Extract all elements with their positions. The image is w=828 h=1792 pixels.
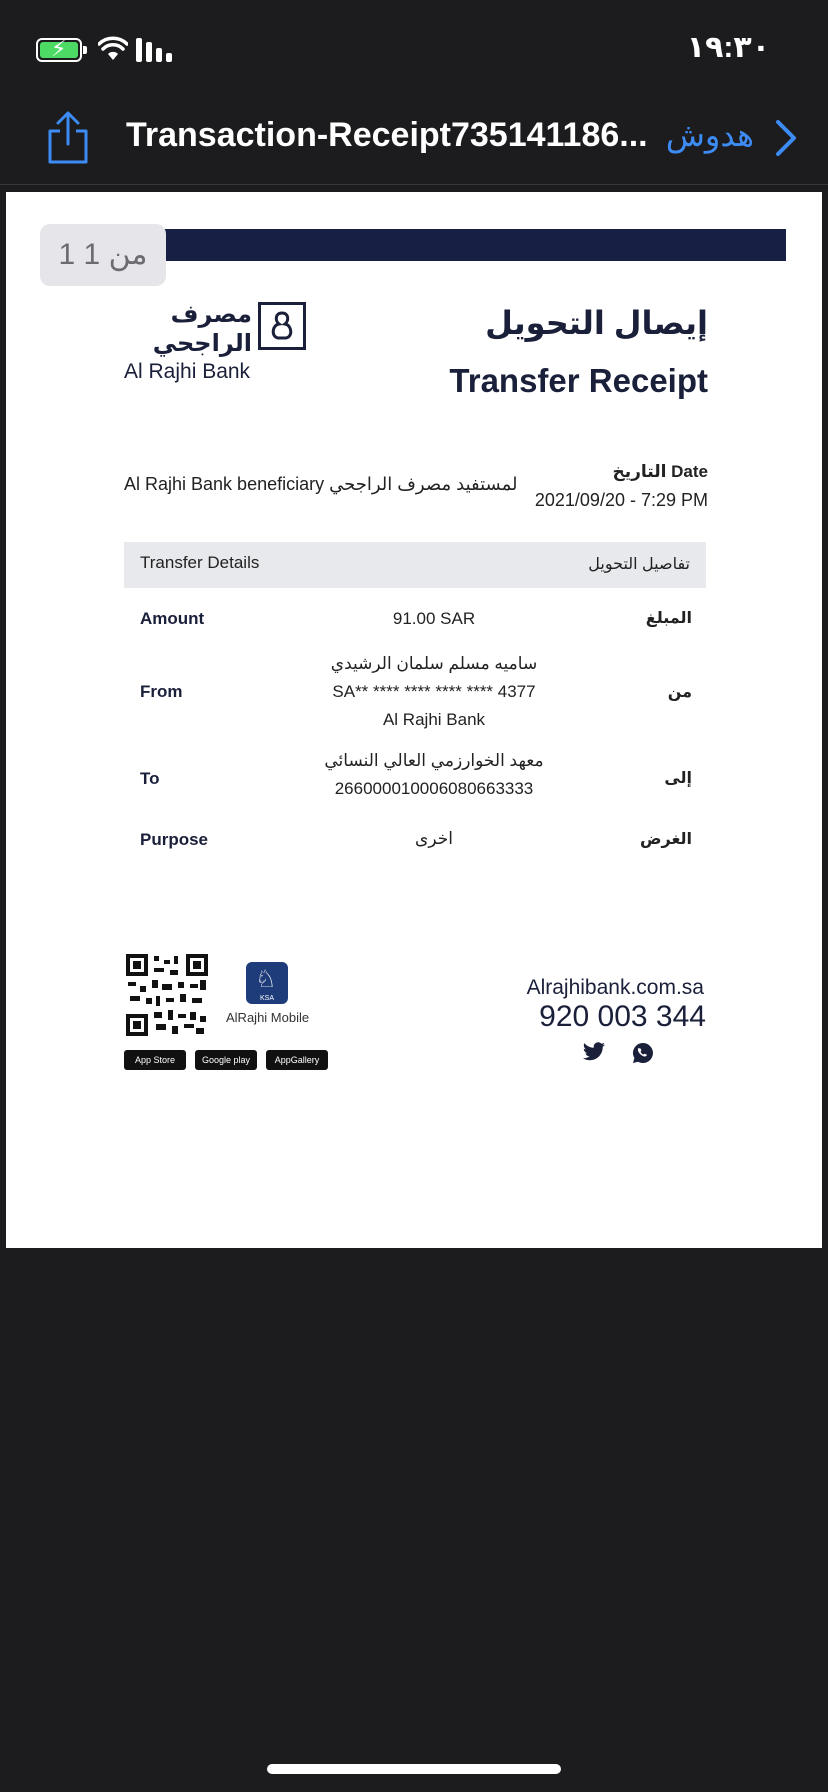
purpose-value: اخرى [415, 829, 453, 848]
done-button[interactable]: هدوش [665, 117, 754, 153]
from-account: SA** **** **** **** **** 4377 [332, 682, 536, 701]
receipt-title-ar: إيصال التحويل [485, 305, 708, 341]
transfer-details-title-ar: تفاصيل التحويل [588, 556, 690, 573]
document-title: Transaction-Receipt735141186... [126, 116, 648, 154]
twitter-icon [582, 1042, 606, 1062]
date-value: 2021/09/20 - 7:29 PM [534, 490, 708, 510]
amount-label: Amount [140, 609, 205, 628]
to-account: 266000010006080663333 [334, 779, 534, 798]
from-value [300, 650, 568, 734]
beneficiary-type: Al Rajhi Bank beneficiary لمستفيد مصرف الراجحي [124, 474, 518, 494]
receipt-title-en: Transfer Receipt [449, 362, 708, 399]
app-store-label: App Store [134, 1055, 176, 1065]
cellular-signal-icon [136, 38, 178, 62]
purpose-label-ar: الغرض [640, 831, 692, 848]
bank-phone: 920 003 344 [539, 1000, 706, 1033]
bank-website: Alrajhibank.com.sa [526, 976, 704, 999]
google-play-badge [195, 1050, 257, 1070]
purpose-label: Purpose [140, 830, 209, 849]
date-label: التاريخ Date [612, 462, 708, 481]
app-store-badge [124, 1050, 186, 1070]
from-bank: Al Rajhi Bank [382, 710, 486, 729]
amount-label-ar: المبلغ [645, 610, 692, 627]
google-play-label: Google play [201, 1055, 251, 1065]
share-icon[interactable] [46, 110, 90, 166]
alrajhi-mobile-app-icon: ♘ KSA [246, 962, 288, 1004]
to-label: To [140, 769, 160, 788]
wifi-icon [98, 36, 128, 62]
chevron-right-icon[interactable] [774, 118, 798, 158]
from-name: ساميه مسلم سلمان الرشيدي [330, 654, 538, 673]
bank-logo [124, 300, 252, 384]
battery-charging-icon: ⚡ [36, 38, 82, 62]
to-value [300, 747, 568, 803]
receipt-header-band [124, 229, 786, 261]
bank-logo-icon [258, 302, 306, 350]
transfer-details-title-en: Transfer Details [140, 553, 260, 572]
home-indicator[interactable] [267, 1764, 561, 1774]
app-name: AlRajhi Mobile [226, 1010, 310, 1025]
qr-code-icon [126, 954, 208, 1036]
bank-name-en: Al Rajhi Bank [124, 360, 251, 383]
from-label: From [140, 682, 183, 701]
to-name: معهد الخوارزمي العالي النسائي [324, 751, 544, 770]
to-label-ar: إلى [664, 770, 692, 787]
from-label-ar: من [667, 684, 692, 701]
page-counter: 1 من 1 [40, 224, 166, 286]
app-badge-label: KSA [259, 995, 274, 1002]
transfer-details-header [124, 542, 706, 588]
app-gallery-badge [266, 1050, 328, 1070]
bank-name-ar: مصرف الراجحي [152, 301, 252, 357]
app-gallery-label: AppGallery [274, 1055, 320, 1065]
whatsapp-icon [632, 1042, 654, 1064]
nav-bar [0, 92, 828, 185]
status-time: ١٩:٣٠ [686, 31, 770, 64]
amount-value: 91.00 SAR [392, 609, 476, 628]
status-bar [0, 0, 828, 92]
